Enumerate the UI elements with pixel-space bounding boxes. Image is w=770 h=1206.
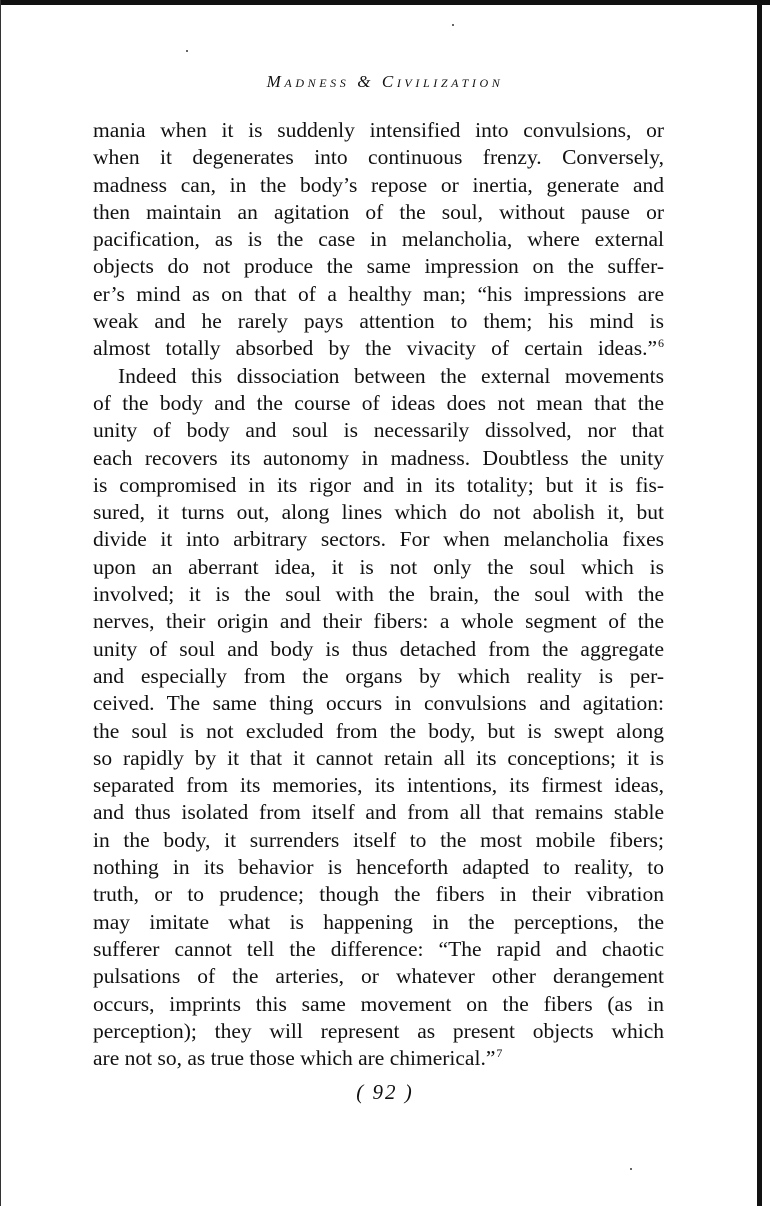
text-line: each recovers its autonomy in madness. Doubtless the unity xyxy=(93,445,664,470)
text-line: in the body, it surrenders itself to the most mobile fibers; xyxy=(93,827,664,852)
text-line: occurs, imprints this same movement on the fibers (as in xyxy=(93,991,664,1016)
footnote-marker: 6 xyxy=(658,336,664,351)
text-line: almost totally absorbed by the vivacity of certain ideas.” xyxy=(93,336,657,361)
text-line: objects do not produce the same impression on the suffer- xyxy=(93,254,664,279)
body-text xyxy=(93,117,664,1072)
top-scan-border xyxy=(0,0,770,5)
text-line: sufferer cannot tell the difference: “The rapid and chaotic xyxy=(93,936,664,961)
text-line-with-note xyxy=(93,1045,664,1072)
text-line: separated from its memories, its intentions, its firmest ideas, xyxy=(93,773,664,798)
text-line: may imitate what is happening in the perceptions, the xyxy=(93,909,664,934)
text-line: and thus isolated from itself and from all that remains stable xyxy=(93,800,664,825)
text-line: the soul is not excluded from the body, but is swept along xyxy=(93,718,664,743)
text-line: then maintain an agitation of the soul, without pause or xyxy=(93,199,664,224)
left-scan-border xyxy=(0,0,1,1206)
text-line: pacification, as is the case in melancholia, where external xyxy=(93,227,664,252)
text-line: weak and he rarely pays attention to them; his mind is xyxy=(93,309,664,334)
paragraph xyxy=(93,363,664,1073)
text-line: and especially from the organs by which reality is per- xyxy=(93,663,664,688)
text-line: of the body and the course of ideas does not mean that the xyxy=(93,390,664,415)
footnote-marker: 7 xyxy=(496,1045,503,1060)
text-line: er’s mind as on that of a healthy man; “his impressions are xyxy=(93,281,664,306)
text-line: truth, or to prudence; though the fibers in their vibration xyxy=(93,882,664,907)
text-line: pulsations of the arteries, or whatever other derangement xyxy=(93,964,664,989)
text-line: upon an aberrant idea, it is not only the soul which is xyxy=(93,554,664,579)
text-line: nerves, their origin and their fibers: a whole segment of the xyxy=(93,609,664,634)
text-line: when it degenerates into continuous frenzy. Conversely, xyxy=(93,145,664,170)
text-line: unity of soul and body is thus detached from the aggregate xyxy=(93,636,664,661)
text-line: unity of body and soul is necessarily dissolved, nor that xyxy=(93,418,664,443)
scan-speck xyxy=(452,24,454,26)
text-line: is compromised in its rigor and in its totality; but it is fis- xyxy=(93,472,664,497)
text-line: ceived. The same thing occurs in convulsions and agitation: xyxy=(93,691,664,716)
text-line: madness can, in the body’s repose or inertia, generate and xyxy=(93,172,664,197)
scan-speck xyxy=(186,50,188,52)
text-line: sured, it turns out, along lines which do not abolish it, but xyxy=(93,500,664,525)
running-head: Madness & Civilization xyxy=(266,72,504,91)
text-line: Indeed this dissociation between the external movements xyxy=(118,363,664,388)
paragraph xyxy=(93,117,664,363)
text-line: perception); they will represent as present objects which xyxy=(93,1018,664,1043)
text-line: so rapidly by it that it cannot retain all its conceptions; it is xyxy=(93,745,664,770)
right-scan-border xyxy=(757,0,762,1206)
page-number: ( 92 ) xyxy=(356,1080,414,1104)
text-line: divide it into arbitrary sectors. For when melancholia fixes xyxy=(93,527,664,552)
text-line: nothing in its behavior is henceforth adapted to reality, to xyxy=(93,855,664,880)
scan-speck xyxy=(630,1168,632,1170)
text-line-with-note xyxy=(93,335,664,362)
text-line: are not so, as true those which are chimerical.” xyxy=(93,1046,496,1071)
text-line: involved; it is the soul with the brain, the soul with the xyxy=(93,582,664,607)
text-line: mania when it is suddenly intensified into convulsions, or xyxy=(93,118,664,142)
